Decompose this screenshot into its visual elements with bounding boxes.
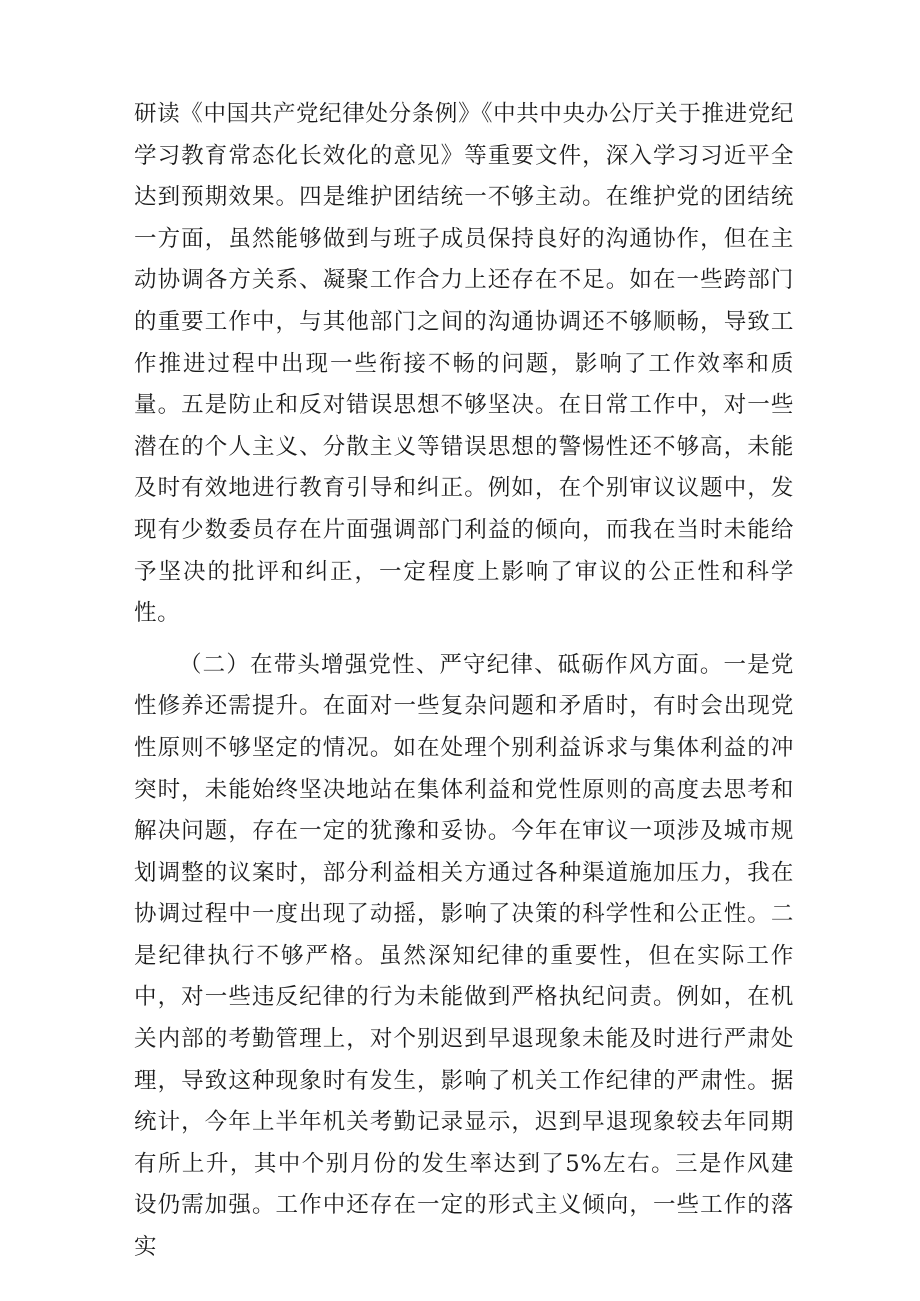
paragraph-1: 研读《中国共产党纪律处分条例》《中共中央办公厅关于推进党纪学习教育常态化长效化的意见》等重要文件，深入学习习近平全达到预期效果。四是维护团结统一不够主动。在维护党的团结统一方面，虽然能够做到与班子成员保持良好的沟通协作，但在主动协调各方关系、凝聚工作合力上还存在不足。如在一些跨部门的重要工作中，与其他部门之间的沟通协调还不够顺畅，导致工作推进过程中出现一些衔接不畅的问题，影响了工作效率和质量。五是防止和反对错误思想不够坚决。在日常工作中，对一些潜在的个人主义、分散主义等错误思想的警惕性还不够高，未能及时有效地进行教育引导和纠正。例如，在个别审议议题中，发现有少数委员存在片面强调部门利益的倾向，而我在当时未能给予坚决的批评和纠正，一定程度上影响了审议的公正性和科学性。 bbox=[134, 101, 794, 627]
paragraph-2: （二）在带头增强党性、严守纪律、砥砺作风方面。一是党性修养还需提升。在面对一些复杂问题和矛盾时，有时会出现党性原则不够坚定的情况。如在处理个别利益诉求与集体利益的冲突时，未能始终坚决地站在集体利益和党性原则的高度去思考和解决问题，存在一定的犹豫和妥协。今年在审议一项涉及城市规划调整的议案时，部分利益相关方通过各种渠道施加压力，我在协调过程中一度出现了动摇，影响了决策的科学性和公正性。二是纪律执行不够严格。虽然深知纪律的重要性，但在实际工作中，对一些违反纪律的行为未能做到严格执纪问责。例如，在机关内部的考勤管理上，对个别迟到早退现象未能及时进行严肃处理，导致这种现象时有发生，影响了机关工作纪律的严肃性。据统计，今年上半年机关考勤记录显示，迟到早退现象较去年同期有所上升，其中个别月份的发生率达到了5%左右。三是作风建设仍需加强。工作中还存在一定的形式主义倾向，一些工作的落实 bbox=[134, 651, 794, 1261]
body-text bbox=[134, 94, 794, 1269]
